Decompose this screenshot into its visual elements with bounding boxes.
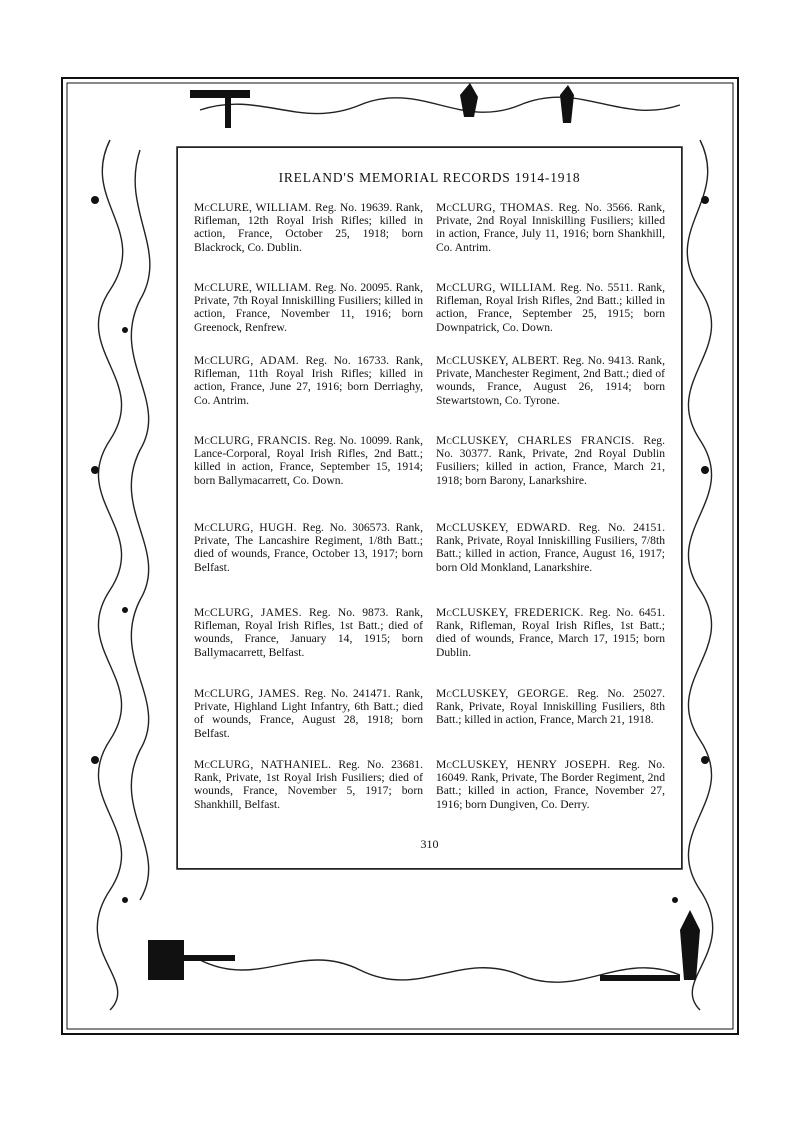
memorial-entry: McCLURG, HUGH. Reg. No. 306573. Rank, Private, The Lancashire Regiment, 1/8th Batt.; died of wounds, France, October 13, 1917; born Belfast. [194, 521, 423, 574]
running-head: IRELAND'S MEMORIAL RECORDS 1914-1918 [278, 170, 581, 185]
memorial-entry: McCLURG, FRANCIS. Reg. No. 10099. Rank, Lance-Corporal, Royal Irish Rifles, 2nd Batt.; killed in action, France, September 15, 1914; born Ballymacarrett, Co. Down. [194, 434, 423, 487]
memorial-entry: McCLUSKEY, EDWARD. Reg. No. 24151. Rank, Private, Royal Inniskilling Fusiliers, 7/8th Batt.; killed in action, France, August 16, 1917; born Old Monkland, Lanarkshire. [436, 521, 666, 574]
memorial-entry: McCLURG, JAMES. Reg. No. 241471. Rank, Private, Highland Light Infantry, 6th Batt.; died of wounds, France, August 28, 1918; born Belfast. [194, 687, 424, 740]
memorial-entry: McCLUSKEY, ALBERT. Reg. No. 9413. Rank, Private, Manchester Regiment, 2nd Batt.; died of wounds, France, August 26, 1914; born Stewartstown, Co. Tyrone. [436, 354, 665, 407]
memorial-entry: McCLUSKEY, HENRY JOSEPH. Reg. No. 16049. Rank, Private, The Border Regiment, 2nd Batt.; killed in action, France, November 27, 1916; born Dungiven, Co. Derry. [436, 758, 665, 811]
memorial-entry: McCLURG, NATHANIEL. Reg. No. 23681. Rank, Private, 1st Royal Irish Fusiliers; died of wounds, France, November 5, 1917; born Shankhill, Belfast. [194, 758, 423, 811]
memorial-entry: McCLURG, WILLIAM. Reg. No. 5511. Rank, Rifleman, Royal Irish Rifles, 2nd Batt.; killed in action, France, September 25, 1915; born Downpatrick, Co. Down. [436, 281, 665, 334]
memorial-entry: McCLURG, ADAM. Reg. No. 16733. Rank, Rifleman, 11th Royal Irish Rifles; killed in action, France, June 27, 1916; born Derriaghy, Co. Antrim. [194, 354, 423, 407]
memorial-entry: McCLUSKEY, GEORGE. Reg. No. 25027. Rank, Private, Royal Inniskilling Fusiliers, 8th Batt.; killed in action, France, March 21, 1918. [436, 687, 665, 727]
page-number: 310 [420, 837, 439, 851]
memorial-entry: McCLUSKEY, CHARLES FRANCIS. Reg. No. 30377. Rank, Private, 2nd Royal Dublin Fusiliers; killed in action, France, March 21, 1918; born Barony, Lanarkshire. [436, 434, 665, 487]
text-panel [177, 147, 682, 869]
memorial-entry: McCLURE, WILLIAM. Reg. No. 20095. Rank, Private, 7th Royal Inniskilling Fusiliers; killed in action, France, November 11, 1916; born Greenock, Renfrew. [194, 281, 424, 334]
memorial-entry: McCLURG, THOMAS. Reg. No. 3566. Rank, Private, 2nd Royal Inniskilling Fusiliers; killed in action, France, July 11, 1916; born Shankhill, Co. Antrim. [436, 201, 665, 254]
memorial-entry: McCLURG, JAMES. Reg. No. 9873. Rank, Rifleman, Royal Irish Rifles, 1st Batt.; died of wounds, France, January 14, 1915; born Ballymacarrett, Belfast. [194, 606, 424, 659]
memorial-entry: McCLURE, WILLIAM. Reg. No. 19639. Rank, Rifleman, 12th Royal Irish Rifles; killed in action, France, October 25, 1918; born Blackrock, Co. Dublin. [194, 201, 424, 254]
memorial-entry: McCLUSKEY, FREDERICK. Reg. No. 6451. Rank, Rifleman, Royal Irish Rifles, 1st Batt.; died of wounds, France, March 17, 1915; born Dublin. [436, 606, 665, 659]
